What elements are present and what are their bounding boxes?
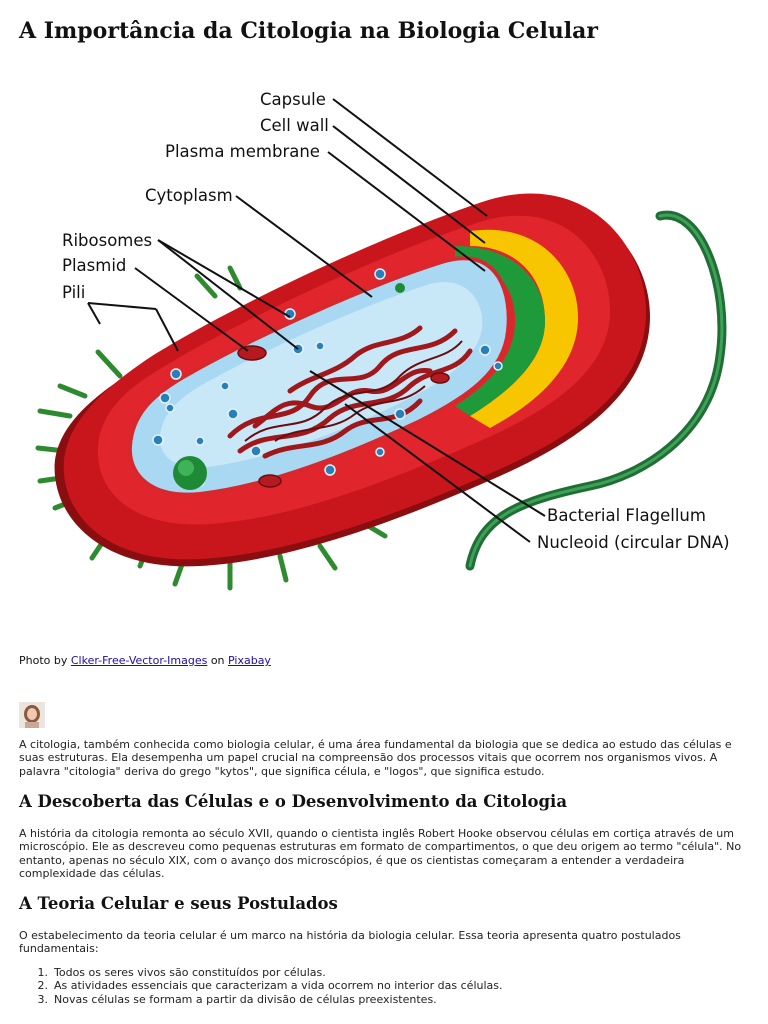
list-item: 3. Novas células se formam a partir da divisão de células preexistentes. <box>37 992 437 1006</box>
section-text-discovery: A história da citologia remonta ao século XVII, quando o cientista inglês Robert Hooke observou células em cortiça através de um microscópio. Ele as descreveu como pequenas estruturas em formato de compartimentos, o que deu origem ao termo "célula". No entanto, apenas no século XIX, com o avanço dos microscópios, é que os cientistas começaram a entender a verdadeira complexidade das células. <box>19 827 742 881</box>
list-item: 1. Todos os seres vivos são constituídos por células. <box>37 966 326 979</box>
intro-paragraph: A citologia, também conhecida como biologia celular, é uma área fundamental da biologia que se dedica ao estudo das células e suas estruturas. Ela desempenha um papel crucial na compreensão dos processos vitais que ocorrem nos organismos vivos. A palavra "citologia" deriva do grego "kytos", que significa célula, e "logos", que significa estudo. <box>19 738 732 778</box>
credit-source-link[interactable]: Pixabay <box>228 654 271 667</box>
label-ribosomes: Ribosomes <box>62 231 153 250</box>
prokaryotic-cell-diagram <box>0 56 768 636</box>
label-cell-wall: Cell wall <box>260 116 329 135</box>
section-heading-cell-theory: A Teoria Celular e seus Postulados <box>19 894 338 913</box>
credit-middle: on <box>210 654 225 667</box>
label-nucleoid: Nucleoid (circular DNA) <box>537 533 730 552</box>
label-plasma-membrane: Plasma membrane <box>165 142 320 161</box>
author-avatar[interactable] <box>19 702 45 728</box>
postulates-list <box>19 966 503 1006</box>
label-pili: Pili <box>62 283 86 302</box>
credit-author-link[interactable]: Clker-Free-Vector-Images <box>70 654 208 667</box>
label-flagellum: Bacterial Flagellum <box>547 506 706 525</box>
label-plasmid: Plasmid <box>62 256 127 275</box>
label-capsule: Capsule <box>260 90 326 109</box>
section-text-cell-theory: O estabelecimento da teoria celular é um marco na história da biologia celular. Essa teoria apresenta quatro postulados fundamentais: <box>19 929 681 956</box>
photo-credit <box>19 653 271 668</box>
list-item: 2. As atividades essenciais que caracterizam a vida ocorrem no interior das células. <box>37 979 503 993</box>
credit-prefix: Photo by <box>19 654 68 667</box>
label-cytoplasm: Cytoplasm <box>145 186 233 205</box>
article-title: A Importância da Citologia na Biologia Celular <box>19 18 598 44</box>
section-heading-discovery: A Descoberta das Células e o Desenvolvimento da Citologia <box>19 792 568 811</box>
